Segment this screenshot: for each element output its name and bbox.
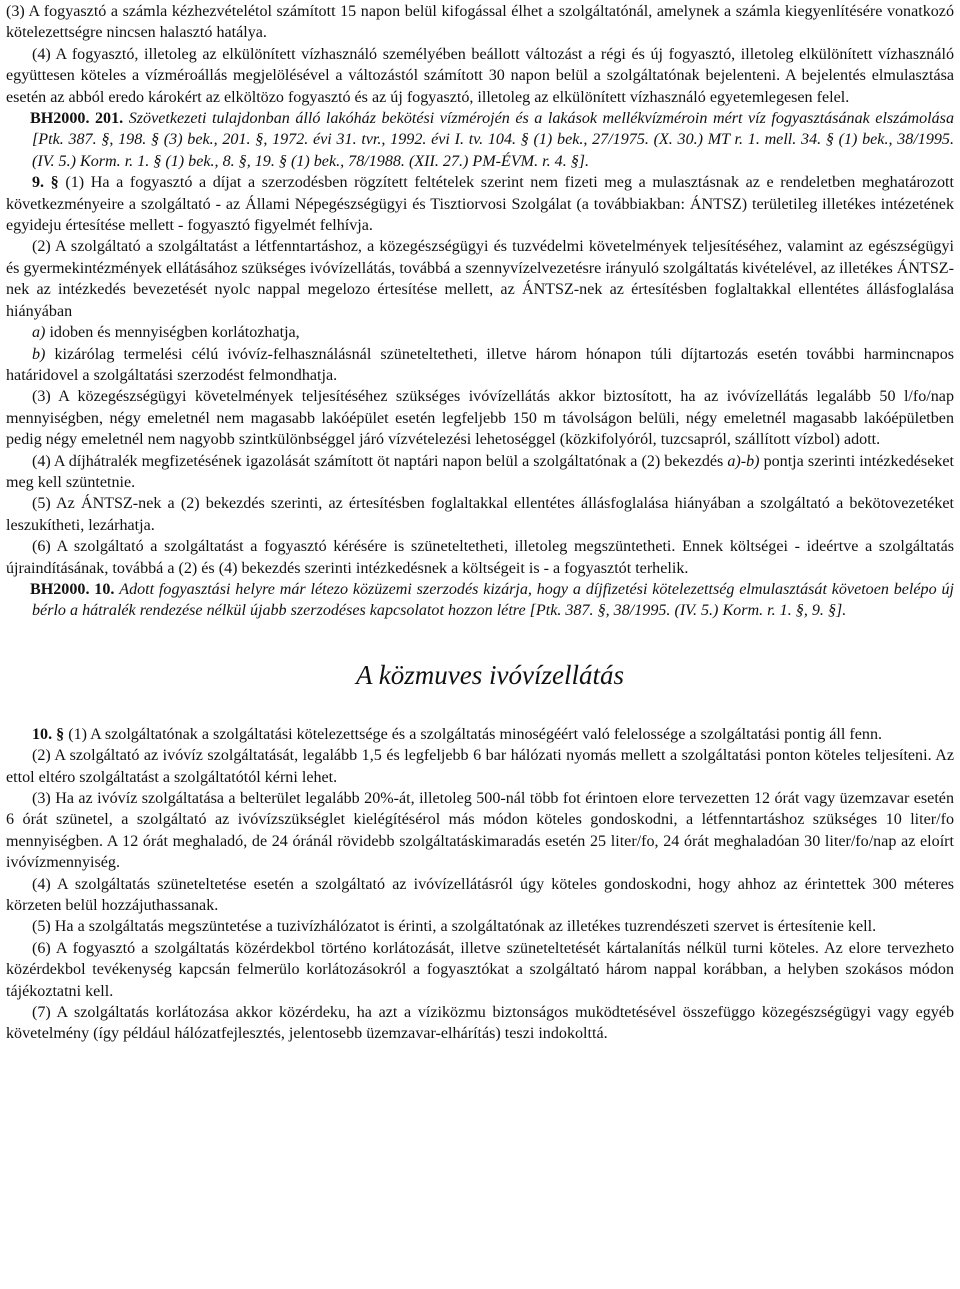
court-reference-bh2000-201 (6, 108, 954, 172)
section-number-10: 10. § (32, 725, 65, 743)
reference-text: Adott fogyasztási helyre már létezo közüzemi szerzodés kizárja, hogy a díjfizetési kötelezettség elmulasztását követoen belépo új bérlo a hátralék rendezése nélkül újabb szerzodéses kapcsolatot hozzon létre [Ptk. 387. §, 38/1995. (IV. 5.) Korm. r. 1. §, 9. §]. (32, 580, 954, 620)
paragraph-9-4-text-a: (4) A díjhátralék megfizetésének igazolását számított öt naptári napon belül a szolgáltatónak a (2) bekezdés (32, 452, 728, 470)
paragraph-9-4-text-b: pontja szerinti intézkedéseket meg kell szüntetnie. (6, 452, 954, 491)
point-9-2-b-text: kizárólag termelési célú ivóvíz-felhasználásnál szüneteltetheti, illetve három hónapon túli díjtartozás esetén további harmincnapos határidovel a szolgáltatási szerzodést felmondhatja. (6, 345, 955, 384)
paragraph-9-5: (5) Az ÁNTSZ-nek a (2) bekezdés szerinti, az értesítésben foglaltakkal ellentétes állásfoglalása hiányában a szolgáltató a bekötovezetéket leszukítheti, lezárhatja. (6, 495, 954, 534)
paragraph-9-2: (2) A szolgáltató a szolgáltatást a létfenntartáshoz, a közegészségügyi és tuzvédelmi követelmények teljesítéséhez, valamint az egészségügyi és gyermekintézmények ellátásához szükséges ivóvízellátás, továbbá a szennyvízelvezetésre irányuló szolgáltatás kivételével, az illetékes ÁNTSZ-nek az intézkedés bevezetését nyolc nappal megelozo értesítése mellett, az ÁNTSZ-nek az értesítésben foglaltakkal ellentétes állásfoglalása hiányában (6, 238, 954, 320)
paragraph-8-3: (3) A fogyasztó a számla kézhezvételétol számított 15 napon belül kifogással élhet a szolgáltatónál, amelynek a számla kiegyenlítésére vonatkozó kötelezettségre nincsen halasztó hatálya. (6, 3, 954, 42)
reference-text: Szövetkezeti tulajdonban álló lakóház bekötési vízmérojén és a lakások mellékvízméroin mért víz fogyasztásának elszámolása [Ptk. 387. §, 198. § (3) bek., 201. §, 1972. évi 31. tvr., 1992. évi I. tv. 104. § (1) bek., 27/1975. (X. 30.) MT r. 1. mell. 34. § (1) bek., 38/1995. (IV. 5.) Korm. r. 1. § (1) bek., 8. §, 19. § (1) bek., 78/1988. (XII. 27.) PM-ÉVM. r. 4. §]. (32, 110, 954, 170)
point-label-a: a) (32, 324, 46, 342)
reference-code: BH2000. 10. (30, 580, 115, 598)
paragraph-9-4-italic-points: a)-b) (727, 452, 760, 470)
paragraph-8-4: (4) A fogyasztó, illetoleg az elkülönített vízhasználó személyében beállott változást a régi és új fogyasztó, illetoleg elkülönített vízhasználó együttesen köteles a vízméroállás megjelölésével a változástól számított 30 napon belül a szolgáltatónak bejelenteni. A bejelentés elmulasztása esetén az abból eredo károkért az elköltözo fogyasztó és az új fogyasztó, illetoleg az elkülönített vízhasználó egyetemlegesen felel. (6, 45, 954, 106)
paragraph-9-1-text: (1) Ha a fogyasztó a díjat a szerzodésben rögzített feltételek szerint nem fizeti meg a mulasztásnak az e rendeletben meghatározott következményeire a szolgáltató - az Állami Népegészségügyi és Tisztiorvosi Szolgálat (a továbbiakban: ÁNTSZ) területileg illetékes intézetének egyideju értesítése mellett - fogyasztó figyelmét felhívja. (6, 174, 955, 235)
paragraph-9-6: (6) A szolgáltató a szolgáltatást a fogyasztó kérésére is szüneteltetheti, illetoleg megszüntetheti. Ennek költségei - ideértve a szolgáltatás újraindításának, továbbá a (2) és (4) bekezdés szerinti intézkedésnek a költségeit is - a fogyasztót terhelik. (6, 538, 954, 577)
court-reference-bh2000-10 (6, 579, 954, 622)
paragraph-10-5: (5) Ha a szolgáltatás megszüntetése a tuzivízhálózatot is érinti, a szolgáltatónak az illetékes tuzrendészeti szervet is értesítenie kell. (32, 918, 877, 936)
point-9-2-a (6, 322, 954, 343)
section-heading: A közmuves ivóvízellátás (356, 659, 624, 690)
paragraph-10-2: (2) A szolgáltató az ivóvíz szolgáltatását, legalább 1,5 és legfeljebb 6 bar hálózati nyomás mellett a szolgáltatási ponton köteles teljesíteni. Az ettol eltéro szolgáltatást a szolgáltatótól kérni lehet. (6, 747, 954, 786)
point-9-2-b (6, 344, 954, 387)
section-number-9: 9. § (32, 174, 59, 192)
paragraph-10-1-text: (1) A szolgáltatónak a szolgáltatási kötelezettsége és a szolgáltatás minoségéért való felelossége a szolgáltatási pontig áll fenn. (68, 725, 883, 743)
paragraph-9-3: (3) A közegészségügyi követelmények teljesítéséhez szükséges ivóvízellátás akkor biztosított, ha az ivóvízellátás legalább 50 l/fo/nap mennyiségben, négy emeletnél nem magasabb lakóépület esetén legfeljebb 150 m távolságon belüli, négy emeletnél magasabb lakóépületben pedig négy emeletnél nem nagyobb szintkülönbséggel járó vízvételezési lehetoséggel (közkifolyóról, tuzcsapról, szállított vízbol) adott. (6, 388, 954, 449)
point-label-b: b) (32, 345, 46, 363)
point-9-2-a-text: idoben és mennyiségben korlátozhatja, (49, 324, 300, 342)
paragraph-9-4 (6, 451, 954, 494)
paragraph-10-6: (6) A fogyasztó a szolgáltatás közérdekbol történo korlátozását, illetve szüneteltetését kártalanítás nélkül turni köteles. Az elore tervezheto közérdekbol tevékenység kapcsán felmerülo korlátozásokról a fogyasztókat a szolgáltató három nappal korábban, a helyben szokásos módon tájékoztatni kell. (6, 939, 954, 1000)
paragraph-10-4: (4) A szolgáltatás szüneteltetése esetén a szolgáltató az ivóvízellátásról úgy köteles gondoskodni, hogy ahhoz az érintettek 300 méteres körzeten belül hozzájuthassanak. (6, 875, 954, 915)
paragraph-10-7: (7) A szolgáltatás korlátozása akkor közérdeku, ha azt a víziközmu biztonságos muködtetésével összefüggo közegészségügyi vagy egyéb követelmény (így például hálózatfejlesztés, jelentosebb üzemzavar-elhárítás) teszi indokolttá. (6, 1004, 954, 1043)
paragraph-10-1 (6, 724, 954, 745)
reference-code: BH2000. 201. (30, 110, 124, 128)
paragraph-10-3: (3) Ha az ivóvíz szolgáltatása a belterület legalább 20%-át, illetoleg 500-nál több fot érintoen elore tervezetten 12 órát vagy üzemzavar esetén 6 órát szünetel, a szolgáltató az ivóvízszükséglet kielégítésérol más módon köteles gondoskodni, a létfenntartáshoz szükséges 10 liter/fo mennyiségben. A 12 órát meghaladó, de 24 óránál rövidebb szolgáltatáskimaradás esetén 25 liter/fo, 24 órát meghaladóan 30 liter/fo/nap az eloírt ivóvízmennyiség. (6, 790, 954, 872)
paragraph-9-1 (6, 172, 954, 236)
